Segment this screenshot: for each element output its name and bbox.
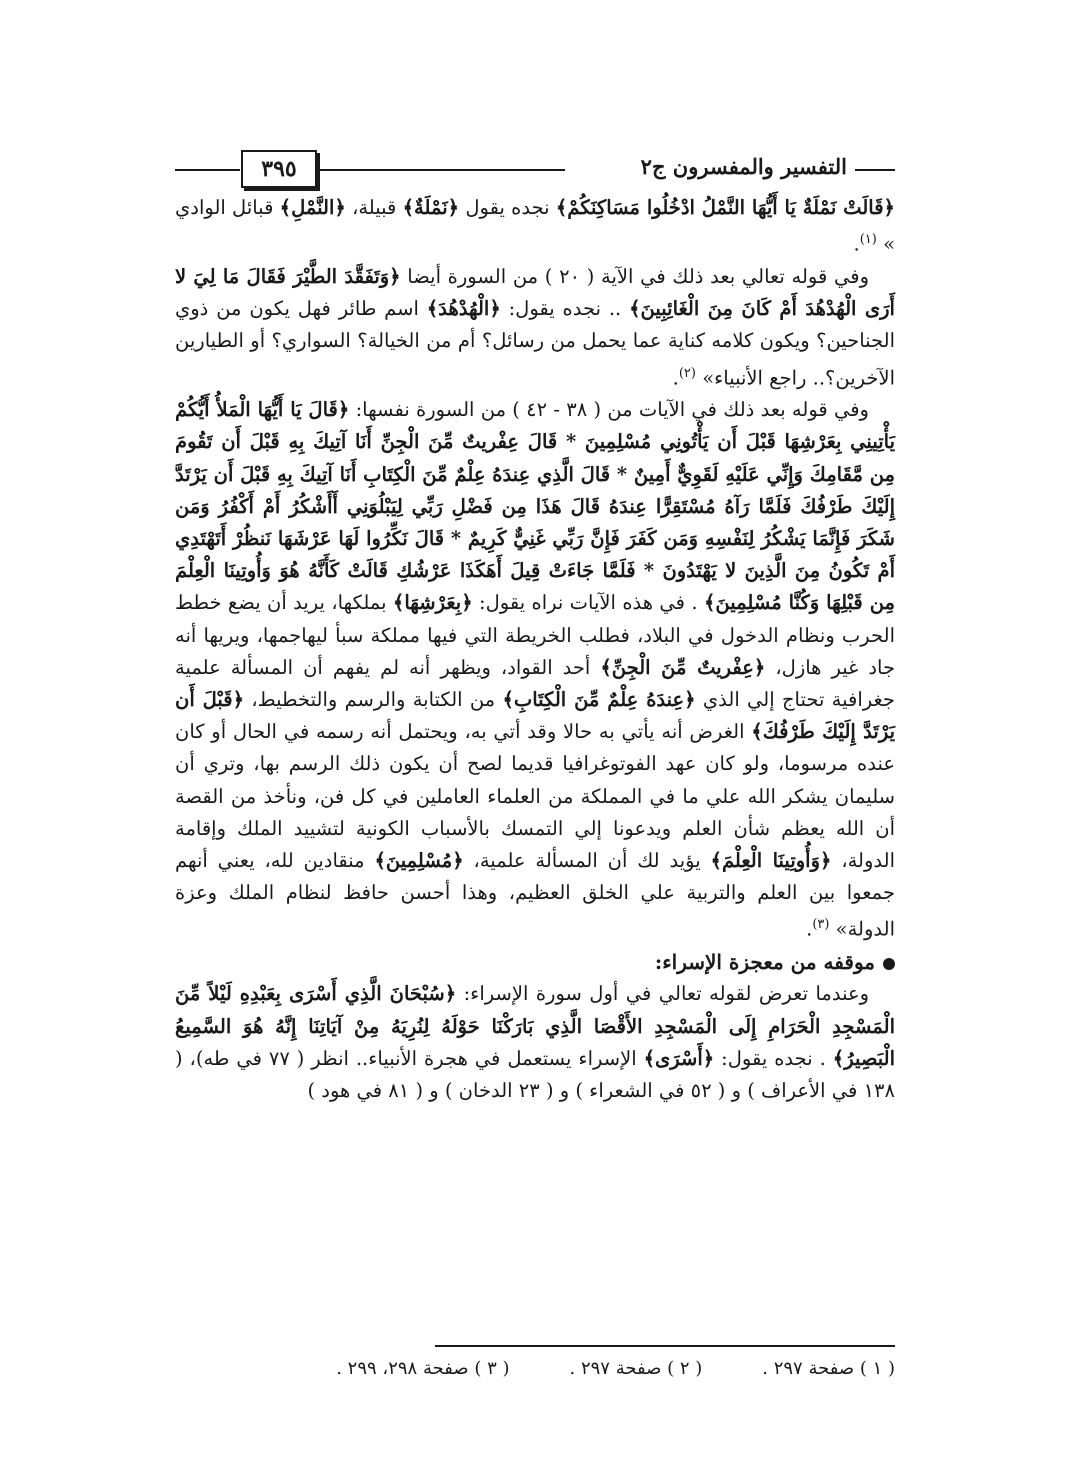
running-title: التفسير والمفسرون ج٢ xyxy=(633,150,855,184)
text: بملكها، يريد أن يضع خطط الحرب ونظام الدخول في البلاد، فطلب الخريطة التي فيها مملكة سبأ ليهاجمها، ويريها أنه جاد غير هازل، xyxy=(175,591,895,679)
quran-quote: مُسْلِمِينَ xyxy=(385,849,453,873)
page-number: ٣٩٥ xyxy=(241,150,317,188)
footnote: ( ١ ) صفحة ٢٩٧ . xyxy=(762,1358,895,1379)
bracket-close: ﴾ xyxy=(832,1046,845,1070)
bracket-close: ﴾ xyxy=(502,688,514,712)
bracket-close: ﴾ xyxy=(279,196,292,219)
quran-quote: سُبْحَانَ الَّذِي أَسْرَى بِعَبْدِهِ لَيْلاً مِّنَ الْمَسْجِدِ الْحَرَامِ إِلَى الْمَسْجِدِ الأَقْصَا الَّذِي بَارَكْنَا حَوْلَهُ لِنُرِيَهُ مِنْ آيَاتِنَا إِنَّهُ هُوَ السَّمِيعُ الْبَصِيرُ xyxy=(175,982,895,1070)
bracket-open: ﴿ xyxy=(489,297,501,321)
text: قبائل الوادي » xyxy=(175,196,895,256)
text: يؤيد لك أن المسألة علمية، xyxy=(473,849,701,873)
heading-text: موقفه من معجزة الإسراء: xyxy=(654,950,875,975)
footnote: ( ٣ ) صفحة ٢٩٨، ٢٩٩ . xyxy=(336,1358,510,1379)
footnote: ( ٢ ) صفحة ٢٩٧ . xyxy=(569,1358,703,1379)
text: من الكتابة والرسم والتخطيط، xyxy=(251,688,496,712)
footnotes xyxy=(175,1358,895,1379)
bracket-open: ﴿ xyxy=(684,688,696,712)
paragraph: وفي قوله تعالي بعد ذلك في الآية ( ٢٠ ) من السورة أيضا ﴿وَتَفَقَّدَ الطَّيْرَ فَقَالَ مَا لِيَ لا أَرَى الْهُدْهُدَ أَمْ كَانَ مِنَ الْغَائِبِينَ﴾ .. نجده يقول: ﴿الْهُدْهُدَ﴾ اسم طائر فهل يكون من ذوي الجناحين؟ ويكون كلامه كناية عما يحمل من رسائل؟ أم من الخيالة؟ السواري؟ أو الطيارين الآخرين؟.. راجع الأنبياء» $^{(٢)}$. xyxy=(175,264,895,390)
text: . في هذه الآيات نراه يقول: xyxy=(479,591,698,615)
text: . نجده يقول: xyxy=(721,1046,826,1070)
bracket-open: ﴿ xyxy=(232,688,245,712)
quran-quote: عِندَهُ عِلْمٌ مِّنَ الْكِتَابِ xyxy=(513,688,685,712)
bracket-open: ﴿ xyxy=(820,849,832,873)
bracket-open: ﴿ xyxy=(452,849,464,873)
book-page xyxy=(175,150,895,1400)
bracket-open: ﴿ xyxy=(334,196,346,219)
bracket-close: ﴾ xyxy=(643,1046,656,1070)
quran-quote: عِفْريتٌ مِّنَ الْجِنِّ xyxy=(611,655,754,679)
header-rule xyxy=(315,169,565,171)
text: أحد القواد، ويظهر أنه لم يفهم أن المسألة علمية جغرافية تحتاج إلي الذي xyxy=(175,655,895,712)
text: وعندما تعرض لقوله تعالي في أول سورة الإسراء: xyxy=(463,982,870,1006)
text: قبيلة، xyxy=(352,196,397,219)
quran-quote: نَمْلَةٌ xyxy=(414,196,448,219)
bullet-icon xyxy=(883,958,895,970)
quran-quote: وَأُوتِينَا الْعِلْمَ xyxy=(721,849,820,873)
bracket-close: ﴾ xyxy=(555,196,568,219)
paragraph: ﴿قَالَتْ نَمْلَةٌ يَا أَيُّهَا النَّمْلُ ادْخُلُوا مَسَاكِنَكُمْ﴾ نجده يقول ﴿نَمْلَةٌ﴾ قبيلة، ﴿النَّمْلِ﴾ قبائل الوادي » $^{(١)}$. xyxy=(175,196,895,256)
text: منقادين لله، يعني أنهم جمعوا بين العلم والتربية علي الخلق العظيم، وهذا أحسن حافظ لنظام الملك وعزة الدولة» xyxy=(175,849,895,941)
footnote-divider xyxy=(435,1345,895,1347)
bracket-close: ﴾ xyxy=(402,196,415,219)
bracket-close: ﴾ xyxy=(426,297,439,321)
quran-quote: الْهُدْهُدَ xyxy=(438,297,490,321)
header-rule xyxy=(175,169,240,171)
bracket-close: ﴾ xyxy=(600,655,612,679)
quran-quote: أَسْرَى xyxy=(655,1046,703,1070)
bracket-open: ﴿ xyxy=(447,196,460,219)
body-text xyxy=(175,192,895,1107)
text: وفي قوله بعد ذلك في الآيات من ( ٣٨ - ٤٢ ) من السورة نفسها: xyxy=(355,398,869,422)
quran-quote: قَالَ يَا أَيُّهَا الْمَلأُ أَيُّكُمْ يَأْتِينِي بِعَرْشِهَا قَبْلَ أَن يَأْتُونِي مُسْلِمِينَ * قَالَ عِفْريتٌ مِّنَ الْجِنِّ أَنَا آتِيكَ بِهِ قَبْلَ أَن تَقُومَ مِن مَّقَامِكَ وَإِنِّي عَلَيْهِ لَقَوِيٌّ أَمِينٌ * قَالَ الَّذِي عِندَهُ عِلْمٌ مِّنَ الْكِتَابِ أَنَا آتِيكَ بِهِ قَبْلَ أَن يَرْتَدَّ إِلَيْكَ طَرْفُكَ فَلَمَّا رَآهُ مُسْتَقِرًّا عِندَهُ قَالَ هَذَا مِن فَضْلِ رَبِّي لِيَبْلُوَنِي أَأَشْكُرُ أَمْ أَكْفُرُ وَمَن شَكَرَ فَإِنَّمَا يَشْكُرُ لِنَفْسِهِ وَمَن كَفَرَ فَإِنَّ رَبِّي غَنِيٌّ كَرِيمٌ * قَالَ نَكِّرُوا لَهَا عَرْشَهَا نَنظُرْ أَتَهْتَدِي أَمْ تَكُونُ مِنَ الَّذِينَ لا يَهْتَدُونَ * فَلَمَّا جَاءَتْ قِيلَ أَهَكَذَا عَرْشُكِ قَالَتْ كَأَنَّهُ هُوَ وَأُوتِينَا الْعِلْمَ مِن قَبْلِهَا وَكُنَّا مُسْلِمِينَ xyxy=(175,398,895,615)
bracket-open: ﴿ xyxy=(337,398,350,422)
text: اسم طائر فهل يكون من ذوي الجناحين؟ ويكون كلامه كناية عما يحمل من رسائل؟ أم من الخيالة؟ السواري؟ أو الطيارين الآخرين؟.. راجع الأنبياء» xyxy=(175,297,895,390)
quran-quote: وَتَفَقَّدَ الطَّيْرَ فَقَالَ مَا لِيَ لا أَرَى الْهُدْهُدَ أَمْ كَانَ مِنَ الْغَائِبِينَ xyxy=(175,264,895,321)
text: وفي قوله تعالي بعد ذلك في الآية ( ٢٠ ) من السورة أيضا xyxy=(407,264,869,288)
bracket-close: ﴾ xyxy=(751,720,763,744)
bracket-open: ﴿ xyxy=(702,1046,715,1070)
text: الغرض أنه يأتي به حالا وقد أتي به، ويحتمل أنه رسمه في الحال أو كان عنده مرسوما، ولو كان عهد الفوتوغرافيا قديما لصح أن يكون ذلك الرسم بها، وتري أن سليمان يشكر الله علي ما في المملكة من العلماء العاملين في كل فن، ونأخذ من القصة أن الله يعظم شأن العلم ويدعونا إلي التمسك بالأسباب الكونية لتشييد الملك وإقامة الدولة، xyxy=(175,720,896,873)
section-heading xyxy=(175,946,895,978)
paragraph: وفي قوله بعد ذلك في الآيات من ( ٣٨ - ٤٢ ) من السورة نفسها: ﴿قَالَ يَا أَيُّهَا الْمَلأُ أَيُّكُمْ يَأْتِينِي بِعَرْشِهَا قَبْلَ أَن يَأْتُونِي مُسْلِمِينَ * قَالَ عِفْريتٌ مِّنَ الْجِنِّ أَنَا آتِيكَ بِهِ قَبْلَ أَن تَقُومَ مِن مَّقَامِكَ وَإِنِّي عَلَيْهِ لَقَوِيٌّ أَمِينٌ * قَالَ الَّذِي عِندَهُ عِلْمٌ مِّنَ الْكِتَابِ أَنَا آتِيكَ بِهِ قَبْلَ أَن يَرْتَدَّ إِلَيْكَ طَرْفُكَ فَلَمَّا رَآهُ مُسْتَقِرًّا عِندَهُ قَالَ هَذَا مِن فَضْلِ رَبِّي لِيَبْلُوَنِي أَأَشْكُرُ أَمْ أَكْفُرُ وَمَن شَكَرَ فَإِنَّمَا يَشْكُرُ لِنَفْسِهِ وَمَن كَفَرَ فَإِنَّ رَبِّي غَنِيٌّ كَرِيمٌ * قَالَ نَكِّرُوا لَهَا عَرْشَهَا نَنظُرْ أَتَهْتَدِي أَمْ تَكُونُ مِنَ الَّذِينَ لا يَهْتَدُونَ * فَلَمَّا جَاءَتْ قِيلَ أَهَكَذَا عَرْشُكِ قَالَتْ كَأَنَّهُ هُوَ وَأُوتِينَا الْعِلْمَ مِن قَبْلِهَا وَكُنَّا مُسْلِمِينَ﴾ . في هذه الآيات نراه يقول: ﴿بِعَرْشِهَا﴾ بملكها، يريد أن يضع خطط الحرب ونظام الدخول في البلاد، فطلب الخريطة التي فيها مملكة سبأ ليهاجمها، ويريها أنه جاد غير هازل، ﴿عِفْريتٌ مِّنَ الْجِنِّ﴾ أحد القواد، ويظهر أنه لم يفهم أن المسألة علمية جغرافية تحتاج إلي الذي ﴿عِندَهُ عِلْمٌ مِّنَ الْكِتَابِ﴾ من الكتابة والرسم والتخطيط، ﴿قَبْلَ أَن يَرْتَدَّ إِلَيْكَ طَرْفُكَ﴾ الغرض أنه يأتي به حالا وقد أتي به، ويحتمل أنه رسمه في الحال أو كان عنده مرسوما، ولو كان عهد الفوتوغرافيا قديما لصح أن يكون ذلك الرسم بها، وتري أن سليمان يشكر الله علي ما في المملكة من العلماء العاملين في كل فن، ونأخذ من القصة أن الله يعظم شأن العلم ويدعونا إلي التمسك بالأسباب الكونية لتشييد الملك وإقامة الدولة، ﴿وَأُوتِينَا الْعِلْمَ﴾ يؤيد لك أن المسألة علمية، ﴿مُسْلِمِينَ﴾ منقادين لله، يعني أنهم جمعوا بين العلم والتربية علي الخلق العظيم، وهذا أحسن حافظ لنظام الملك وعزة الدولة» $^{(٣)}$. xyxy=(175,398,896,941)
footnote-ref: (٢) xyxy=(678,365,696,381)
bracket-close: ﴾ xyxy=(710,849,722,873)
bracket-open: ﴿ xyxy=(461,591,473,615)
bracket-open: ﴿ xyxy=(389,264,401,288)
footnote-ref: (١) xyxy=(859,232,877,248)
bracket-open: ﴿ xyxy=(753,655,766,679)
bracket-close: ﴾ xyxy=(392,591,405,615)
bracket-open: ﴿ xyxy=(444,982,457,1006)
paragraph xyxy=(175,978,895,1107)
bracket-close: ﴾ xyxy=(374,849,386,873)
quran-quote: النَّمْلِ xyxy=(291,196,335,219)
quran-quote: بِعَرْشِهَا xyxy=(404,591,462,615)
page-header xyxy=(175,150,895,190)
footnote-ref: (٣) xyxy=(812,917,830,933)
bracket-close: ﴾ xyxy=(629,297,641,321)
text: .. نجده يقول: xyxy=(508,297,622,321)
quran-quote: قَبْلَ أَن يَرْتَدَّ إِلَيْكَ طَرْفُكَ xyxy=(175,688,896,744)
text: الإسراء يستعمل في هجرة الأنبياء.. انظر ( ٧٧ في طه)، ( ١٣٨ في الأعراف ) و ( ٥٢ في الشعراء ) و ( ٢٣ الدخان ) و ( ٨١ في هود ) xyxy=(175,1046,895,1102)
header-rule xyxy=(855,169,895,171)
quran-quote: قَالَتْ نَمْلَةٌ يَا أَيُّهَا النَّمْلُ ادْخُلُوا مَسَاكِنَكُمْ xyxy=(567,196,884,219)
bracket-open: ﴿ xyxy=(883,196,895,219)
text: نجده يقول xyxy=(465,196,550,219)
bracket-close: ﴾ xyxy=(703,591,716,615)
